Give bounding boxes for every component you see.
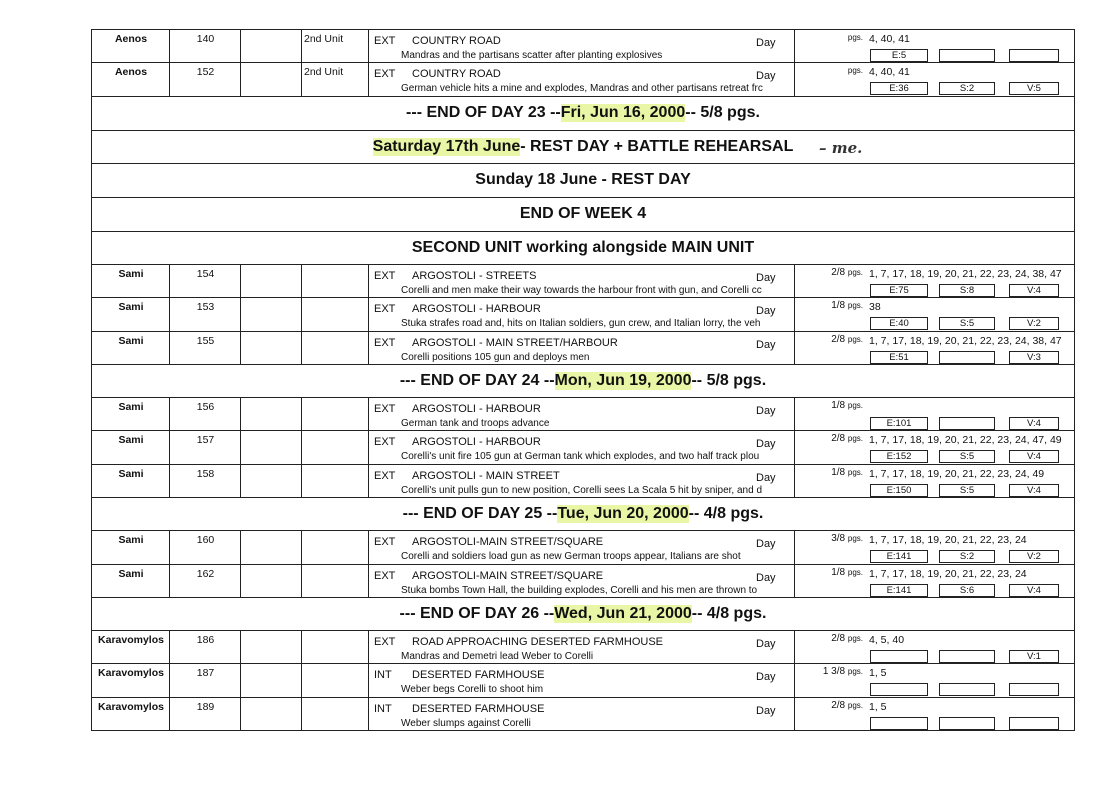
synopsis: Corelli's unit fire 105 gun at German tank which explodes, and two half track plou	[401, 451, 760, 463]
time-of-day: Day	[756, 70, 776, 83]
location: Aenos	[114, 33, 148, 45]
scene-row	[92, 398, 1074, 431]
cast-ids: 4, 40, 41	[869, 33, 910, 45]
set-name: ARGOSTOLI-MAIN STREET/SQUARE	[412, 569, 604, 582]
stunts-box	[939, 650, 995, 663]
scene-number: 155	[196, 334, 215, 347]
scene-row	[92, 664, 1074, 697]
int-ext: EXT	[374, 569, 396, 582]
stunts-box: S:5	[939, 450, 995, 463]
stunts-box	[939, 717, 995, 730]
time-of-day: Day	[756, 438, 776, 451]
extras-box: E:141	[870, 550, 928, 563]
scene-number: 154	[196, 267, 215, 280]
stunts-box: S:8	[939, 284, 995, 297]
cell-divider	[241, 465, 302, 497]
end-of-day-banner: --- END OF DAY 23 -- Fri, Jun 16, 2000 -- 5/8 pgs.	[92, 97, 1074, 131]
cell-divider	[302, 298, 369, 330]
location: Sami	[118, 267, 144, 280]
extras-box: E:152	[870, 450, 928, 463]
set-name: COUNTRY ROAD	[412, 35, 501, 47]
scene-number: 186	[196, 633, 215, 646]
stunts-box	[939, 351, 995, 364]
scene-number: 160	[196, 534, 215, 547]
int-ext: EXT	[374, 536, 396, 549]
time-of-day: Day	[756, 571, 776, 584]
vehicles-box: V:2	[1009, 317, 1059, 330]
synopsis: Weber begs Corelli to shoot him	[401, 684, 544, 696]
cast-ids: 1, 5	[869, 667, 887, 680]
location: Karavomylos	[98, 667, 164, 680]
synopsis: Stuka bombs Town Hall, the building explodes, Corelli and his men are thrown to	[401, 584, 758, 596]
vehicles-box: V:3	[1009, 351, 1059, 364]
extras-box	[870, 683, 928, 696]
handwritten-note: – me.	[819, 138, 863, 157]
cast-ids: 4, 5, 40	[869, 633, 905, 646]
page-count: 1/8 pgs.	[831, 399, 863, 411]
extras-box: E:150	[870, 484, 928, 497]
time-of-day: Day	[756, 338, 776, 351]
set-name: ARGOSTOLI - MAIN STREET	[412, 469, 560, 482]
cast-ids: 1, 5	[869, 700, 887, 713]
shooting-schedule-table	[91, 29, 1075, 731]
page-count: pgs.	[847, 33, 863, 42]
int-ext: EXT	[374, 436, 396, 449]
int-ext: EXT	[374, 402, 396, 415]
end-of-day-banner: --- END OF DAY 25 -- Tue, Jun 20, 2000 -- 4/8 pgs.	[92, 498, 1074, 531]
extras-box: E:51	[870, 351, 928, 364]
scene-row	[92, 63, 1074, 96]
location: Sami	[118, 334, 144, 347]
scene-row	[92, 531, 1074, 564]
page-count: 1 3/8 pgs.	[822, 666, 863, 678]
int-ext: EXT	[374, 35, 396, 47]
cell-divider	[302, 332, 369, 364]
page-count: 3/8 pgs.	[831, 533, 863, 545]
location: Sami	[118, 301, 144, 314]
cell-divider	[241, 531, 302, 563]
page-count: 2/8 pgs.	[831, 433, 863, 445]
time-of-day: Day	[756, 404, 776, 417]
synopsis: Weber slumps against Corelli	[401, 717, 531, 729]
unit: 2nd Unit	[304, 33, 344, 45]
synopsis: German tank and troops advance	[401, 417, 550, 429]
cell-divider	[241, 265, 302, 297]
page-count: 1/8 pgs.	[831, 566, 863, 578]
synopsis: Mandras and Demetri lead Weber to Corelli	[401, 650, 594, 662]
extras-box: E:75	[870, 284, 928, 297]
time-of-day: Day	[756, 637, 776, 650]
vehicles-box: V:4	[1009, 484, 1059, 497]
int-ext: EXT	[374, 336, 396, 349]
extras-box: E:40	[870, 317, 928, 330]
vehicles-box: V:1	[1009, 650, 1059, 663]
int-ext: EXT	[374, 303, 396, 316]
scene-row	[92, 565, 1074, 598]
cell-divider	[302, 431, 369, 463]
synopsis: Stuka strafes road and, hits on Italian soldiers, gun crew, and Italian lorry, the veh	[401, 318, 761, 330]
synopsis: Mandras and the partisans scatter after planting explosives	[401, 50, 663, 61]
cast-ids: 1, 7, 17, 18, 19, 20, 21, 22, 23, 24, 49	[869, 467, 1045, 480]
scene-row	[92, 298, 1074, 331]
scene-row	[92, 465, 1074, 498]
set-name: DESERTED FARMHOUSE	[412, 702, 545, 715]
cell-divider	[241, 398, 302, 430]
stunts-box: S:2	[939, 550, 995, 563]
scene-number: 156	[196, 400, 215, 413]
scene-row	[92, 431, 1074, 464]
scene-number: 187	[196, 667, 215, 680]
cell-divider	[241, 63, 302, 95]
cell-divider	[241, 298, 302, 330]
page-count: pgs.	[847, 66, 863, 76]
cast-ids: 1, 7, 17, 18, 19, 20, 21, 22, 23, 24, 38, 47	[869, 334, 1062, 347]
int-ext: EXT	[374, 635, 396, 648]
set-name: ARGOSTOLI-MAIN STREET/SQUARE	[412, 536, 604, 549]
scene-row	[92, 265, 1074, 298]
cast-ids: 1, 7, 17, 18, 19, 20, 21, 22, 23, 24, 47, 49	[869, 434, 1062, 447]
time-of-day: Day	[756, 37, 776, 49]
page-count: 1/8 pgs.	[831, 466, 863, 478]
cell-divider	[241, 431, 302, 463]
end-of-day-banner: --- END OF DAY 26 -- Wed, Jun 21, 2000 -- 4/8 pgs.	[92, 598, 1074, 631]
location: Karavomylos	[98, 633, 164, 646]
page-count: 2/8 pgs.	[831, 632, 863, 644]
synopsis: German vehicle hits a mine and explodes, Mandras and other partisans retreat frc	[401, 83, 763, 95]
rest-day-banner: Sunday 18 June - REST DAY	[92, 164, 1074, 198]
set-name: ARGOSTOLI - HARBOUR	[412, 303, 541, 316]
stunts-box: S:5	[939, 484, 995, 497]
location: Karavomylos	[98, 700, 164, 713]
cell-divider	[241, 30, 302, 62]
cast-ids: 1, 7, 17, 18, 19, 20, 21, 22, 23, 24	[869, 534, 1027, 547]
cell-divider	[302, 565, 369, 597]
set-name: ARGOSTOLI - MAIN STREET/HARBOUR	[412, 336, 618, 349]
scene-number: 157	[196, 434, 215, 447]
scene-row	[92, 698, 1074, 731]
cast-ids: 38	[869, 301, 881, 314]
vehicles-box	[1009, 717, 1059, 730]
cast-ids: 1, 7, 17, 18, 19, 20, 21, 22, 23, 24	[869, 567, 1027, 580]
location: Sami	[118, 467, 144, 480]
cell-divider	[241, 565, 302, 597]
vehicles-box	[1009, 683, 1059, 696]
time-of-day: Day	[756, 471, 776, 484]
vehicles-box: V:4	[1009, 584, 1059, 597]
location: Sami	[118, 534, 144, 547]
page-count: 2/8 pgs.	[831, 266, 863, 278]
synopsis: Corelli's unit pulls gun to new position, Corelli sees La Scala 5 hit by sniper, and d	[401, 484, 763, 496]
cell-divider	[302, 531, 369, 563]
time-of-day: Day	[756, 704, 776, 717]
synopsis: Corelli and men make their way towards the harbour front with gun, and Corelli cc	[401, 284, 762, 296]
set-name: ARGOSTOLI - HARBOUR	[412, 436, 541, 449]
extras-box	[870, 717, 928, 730]
cell-divider	[302, 664, 369, 696]
cell-divider	[241, 631, 302, 663]
stunts-box	[939, 417, 995, 430]
int-ext: EXT	[374, 269, 396, 282]
end-of-week-banner: END OF WEEK 4	[92, 198, 1074, 232]
set-name: ROAD APPROACHING DESERTED FARMHOUSE	[412, 635, 664, 648]
set-name: DESERTED FARMHOUSE	[412, 669, 545, 682]
scene-number: 140	[196, 33, 215, 45]
int-ext: INT	[374, 702, 392, 715]
unit-note-banner: SECOND UNIT working alongside MAIN UNIT	[92, 232, 1074, 265]
vehicles-box: V:4	[1009, 450, 1059, 463]
int-ext: EXT	[374, 68, 396, 81]
time-of-day: Day	[756, 271, 776, 284]
cell-divider	[241, 332, 302, 364]
location: Sami	[118, 567, 144, 580]
unit: 2nd Unit	[304, 66, 344, 79]
cell-divider	[302, 465, 369, 497]
extras-box: E:5	[870, 49, 928, 62]
scene-number: 152	[196, 66, 215, 79]
vehicles-box: V:2	[1009, 550, 1059, 563]
stunts-box	[939, 49, 995, 62]
cast-ids: 4, 40, 41	[869, 66, 910, 79]
cell-divider	[302, 631, 369, 663]
scene-number: 153	[196, 301, 215, 314]
synopsis: Corelli positions 105 gun and deploys men	[401, 351, 590, 363]
page-count: 2/8 pgs.	[831, 333, 863, 345]
stunts-box: S:6	[939, 584, 995, 597]
synopsis: Corelli and soldiers load gun as new German troops appear, Italians are shot	[401, 551, 741, 563]
time-of-day: Day	[756, 538, 776, 551]
extras-box: E:36	[870, 82, 928, 95]
page-count: 1/8 pgs.	[831, 300, 863, 312]
location: Sami	[118, 400, 144, 413]
time-of-day: Day	[756, 305, 776, 318]
extras-box: E:101	[870, 417, 928, 430]
cell-divider	[241, 664, 302, 696]
cell-divider	[302, 265, 369, 297]
stunts-box: S:5	[939, 317, 995, 330]
int-ext: EXT	[374, 469, 396, 482]
scene-row	[92, 332, 1074, 365]
end-of-day-banner: --- END OF DAY 24 -- Mon, Jun 19, 2000 -- 5/8 pgs.	[92, 365, 1074, 398]
vehicles-box: V:5	[1009, 82, 1059, 95]
rest-day-banner: Saturday 17th June - REST DAY + BATTLE REHEARSAL – me.	[92, 131, 1074, 164]
scene-number: 189	[196, 700, 215, 713]
vehicles-box	[1009, 49, 1059, 62]
cast-ids: 1, 7, 17, 18, 19, 20, 21, 22, 23, 24, 38, 47	[869, 267, 1062, 280]
scene-number: 158	[196, 467, 215, 480]
page-count: 2/8 pgs.	[831, 699, 863, 711]
vehicles-box: V:4	[1009, 417, 1059, 430]
stunts-box	[939, 683, 995, 696]
stunts-box: S:2	[939, 82, 995, 95]
location: Aenos	[114, 66, 148, 79]
extras-box: E:141	[870, 584, 928, 597]
set-name: COUNTRY ROAD	[412, 68, 501, 81]
location: Sami	[118, 434, 144, 447]
set-name: ARGOSTOLI - HARBOUR	[412, 402, 541, 415]
scene-row	[92, 631, 1074, 664]
cell-divider	[302, 698, 369, 730]
scene-row	[92, 30, 1074, 63]
vehicles-box: V:4	[1009, 284, 1059, 297]
scene-number: 162	[196, 567, 215, 580]
cell-divider	[302, 398, 369, 430]
set-name: ARGOSTOLI - STREETS	[412, 269, 537, 282]
int-ext: INT	[374, 669, 392, 682]
time-of-day: Day	[756, 671, 776, 684]
cell-divider	[241, 698, 302, 730]
extras-box	[870, 650, 928, 663]
